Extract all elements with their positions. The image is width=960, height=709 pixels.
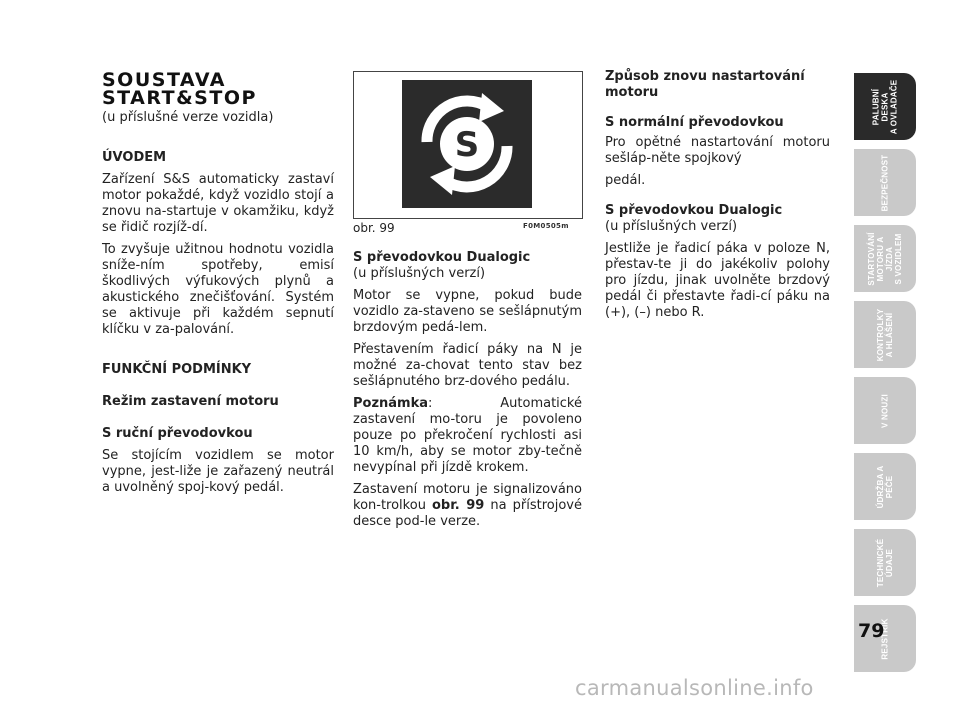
restart-heading-line1: Způsob znovu nastartování — [605, 69, 805, 84]
left-column — [102, 71, 334, 496]
start-stop-icon — [402, 80, 532, 208]
function-heading: FUNKČNÍ PODMÍNKY — [102, 362, 252, 377]
figure-code: F0M0505m — [523, 222, 569, 230]
intro-paragraph-2: To zvyšuje užitnou hodnotu vozidla sníže-ním spotřeby, emisí škodlivých výfukových plynů a akustického znečišťování. Systém se aktivuje při každém sepnutí klíčku v za-palování. — [102, 242, 334, 337]
section-title-line2: START&STOP — [102, 87, 257, 109]
section-subtitle: (u příslušné verze vozidla) — [102, 110, 274, 125]
tab-palubni-deska[interactable] — [854, 73, 916, 140]
figure-panel — [402, 80, 532, 208]
tab-label: V NOUZI — [880, 393, 890, 428]
middle-paragraph-2: Přestavením řadicí páky na N je možné za-chovat tento stav bez sešlápnutého brz-dového pedálu. — [353, 342, 582, 389]
page-number: 79 — [858, 620, 885, 642]
right-dualogic-heading: S převodovkou Dualogic — [605, 203, 783, 218]
note-paragraph — [353, 396, 582, 476]
dualogic-heading: S převodovkou Dualogic — [353, 250, 531, 265]
tab-kontrolky[interactable] — [854, 301, 916, 368]
tab-udrzba[interactable] — [854, 453, 916, 520]
tab-label: ÚDRŽBA A PÉČE — [876, 465, 894, 508]
figure-frame — [353, 71, 583, 219]
note-label: Poznámka — [353, 396, 429, 411]
figure-reference: obr. 99 — [432, 498, 485, 513]
middle-paragraph-1: Motor se vypne, pokud bude vozidlo za-staveno se sešlápnutým brzdovým pedá-lem. — [353, 288, 582, 335]
tab-startovani[interactable] — [854, 225, 916, 292]
figure-caption: obr. 99 — [353, 221, 395, 235]
symbol-letter: S — [454, 125, 480, 165]
right-dualogic-subheading: (u příslušných verzí) — [605, 219, 738, 234]
tab-bezpecnost[interactable] — [854, 149, 916, 216]
restart-heading-line2: motoru — [605, 85, 659, 100]
tab-v-nouzi[interactable] — [854, 377, 916, 444]
tab-technicke-udaje[interactable] — [854, 529, 916, 596]
stop-mode-heading: Režim zastavení motoru — [102, 394, 279, 409]
chapter-tabs — [854, 73, 918, 681]
manual-gearbox-heading: S ruční převodovkou — [102, 426, 253, 441]
tab-label: STARTOVÁNÍ MOTORU A JÍZDA S VOZIDLEM — [867, 231, 903, 286]
tab-label: BEZPEČNOST — [880, 154, 890, 211]
intro-heading: ÚVODEM — [102, 150, 167, 165]
normal-gearbox-text-2: pedál. — [605, 173, 646, 188]
dualogic-subheading: (u příslušných verzí) — [353, 266, 486, 281]
section-title-line1: SOUSTAVA — [102, 69, 226, 91]
tab-label: PALUBNÍ DESKA A OVLADAČE — [871, 79, 899, 134]
p4-end: na přístrojové desce pod-le verze. — [353, 498, 582, 529]
tab-label: REJSTŘÍK — [880, 617, 890, 660]
manual-gearbox-text: Se stojícím vozidlem se motor vypne, jest-liže je zařazený neutrál a uvolněný spoj-kový pedál. — [102, 448, 334, 495]
right-dualogic-text: Jestliže je řadicí páka v poloze N, přestav-te ji do jakékoliv polohy pro jízdu, jinak uvolněte brzdový pedál či přestavte řadi-cí páku na (+), (–) nebo R. — [605, 241, 830, 320]
note-text: : Automatické zastavení mo-toru je povoleno pouze po překročení rychlosti asi 10 km/h, aby se motor zby-tečně nevypínal při jízdě krokem. — [353, 396, 582, 475]
right-column — [605, 69, 830, 321]
middle-paragraph-4 — [353, 482, 582, 530]
tab-label: KONTROLKY A HLÁŠENÍ — [876, 308, 894, 361]
normal-gearbox-text: Pro opětné nastartování motoru sešláp-něte spojkový — [605, 135, 830, 166]
p4-start: Zastavení motoru je signalizováno kon-trolkou — [353, 482, 582, 513]
watermark: carmanualsonline.info — [575, 676, 814, 700]
middle-column — [353, 250, 582, 530]
tab-label: TECHNICKÉ ÚDAJE — [876, 538, 894, 587]
intro-paragraph-1: Zařízení S&S automaticky zastaví motor pokaždé, když vozidlo stojí a znovu na-startuje v okamžiku, když se řidič rozjíž-dí. — [102, 172, 334, 235]
normal-gearbox-heading: S normální převodovkou — [605, 115, 784, 130]
